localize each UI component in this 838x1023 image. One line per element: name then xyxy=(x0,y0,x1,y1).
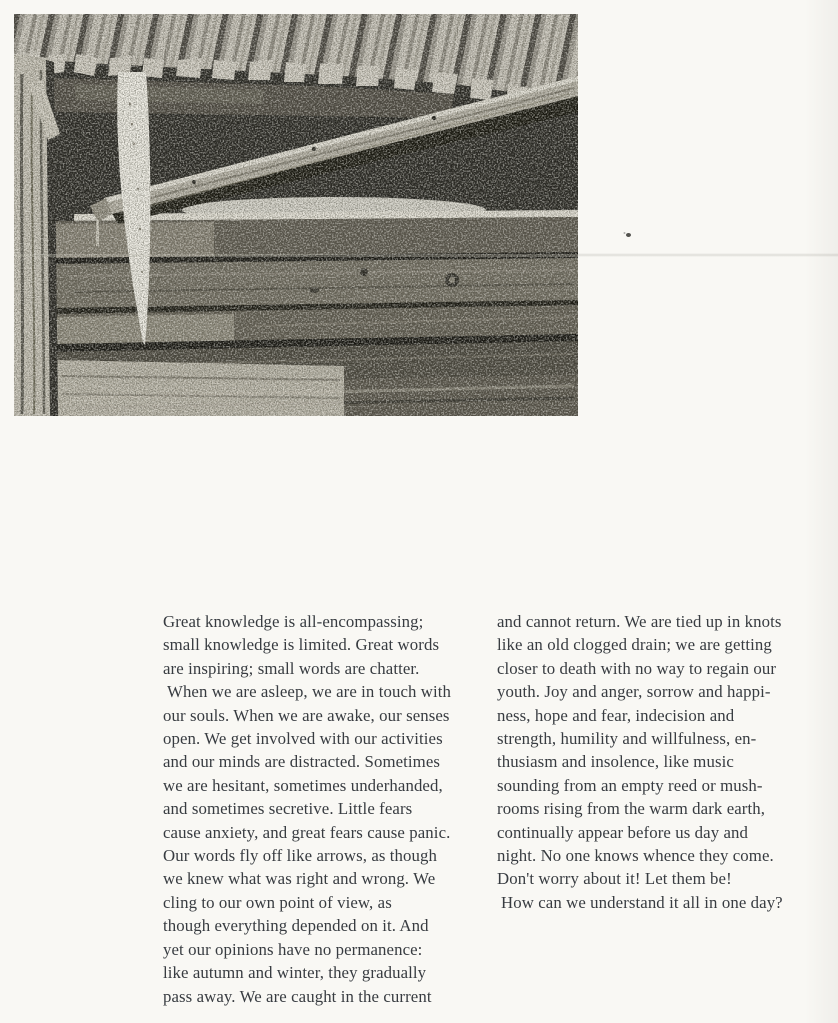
barn-wall-photo xyxy=(14,14,578,416)
text-line: and sometimes secretive. Little fears xyxy=(163,799,413,819)
text-line: night. No one knows whence they come. xyxy=(497,846,774,866)
text-line: we are hesitant, sometimes underhanded, xyxy=(163,775,443,795)
text-line: are inspiring; small words are chatter. xyxy=(163,658,420,678)
text-line: youth. Joy and anger, sorrow and happi- xyxy=(497,682,771,702)
text-line: pass away. We are caught in the current xyxy=(163,986,432,1006)
text-line: rooms rising from the warm dark earth, xyxy=(497,799,766,819)
text-line: and cannot return. We are tied up in knots xyxy=(497,612,782,631)
text-line: Great knowledge is all-encompassing; xyxy=(163,612,424,631)
text-line: our souls. When we are awake, our senses xyxy=(163,705,450,725)
ink-speck xyxy=(626,233,631,237)
text-line: strength, humility and willfulness, en- xyxy=(497,729,757,749)
text-line: like an old clogged drain; we are getting xyxy=(497,635,772,655)
text-line: continually appear before us day and xyxy=(497,822,749,842)
text-line: How can we understand it all in one day? xyxy=(501,892,783,912)
passage-column-right xyxy=(497,610,838,914)
text-line: yet our opinions have no permanence: xyxy=(163,939,423,959)
text-line: closer to death with no way to regain our xyxy=(497,658,777,678)
text-line: and our minds are distracted. Sometimes xyxy=(163,752,440,772)
text-line: cling to our own point of view, as xyxy=(163,892,392,912)
text-line: like autumn and winter, they gradually xyxy=(163,963,427,983)
scan-crease xyxy=(576,253,838,257)
passage-column-left xyxy=(163,610,488,1008)
text-line: open. We get involved with our activities xyxy=(163,729,443,749)
text-line: When we are asleep, we are in touch with xyxy=(167,682,452,702)
text-line: small knowledge is limited. Great words xyxy=(163,635,440,655)
text-line: ness, hope and fear, indecision and xyxy=(497,705,735,725)
text-line: we knew what was right and wrong. We xyxy=(163,869,436,889)
text-line: cause anxiety, and great fears cause panic. xyxy=(163,822,451,842)
text-line: sounding from an empty reed or mush- xyxy=(497,775,763,795)
barn-wall-photo-art xyxy=(14,14,578,416)
text-line: thusiasm and insolence, like music xyxy=(497,752,734,772)
text-line: Don't worry about it! Let them be! xyxy=(497,869,732,889)
text-line: Our words fly off like arrows, as though xyxy=(163,846,438,866)
text-line: though everything depended on it. And xyxy=(163,916,429,936)
